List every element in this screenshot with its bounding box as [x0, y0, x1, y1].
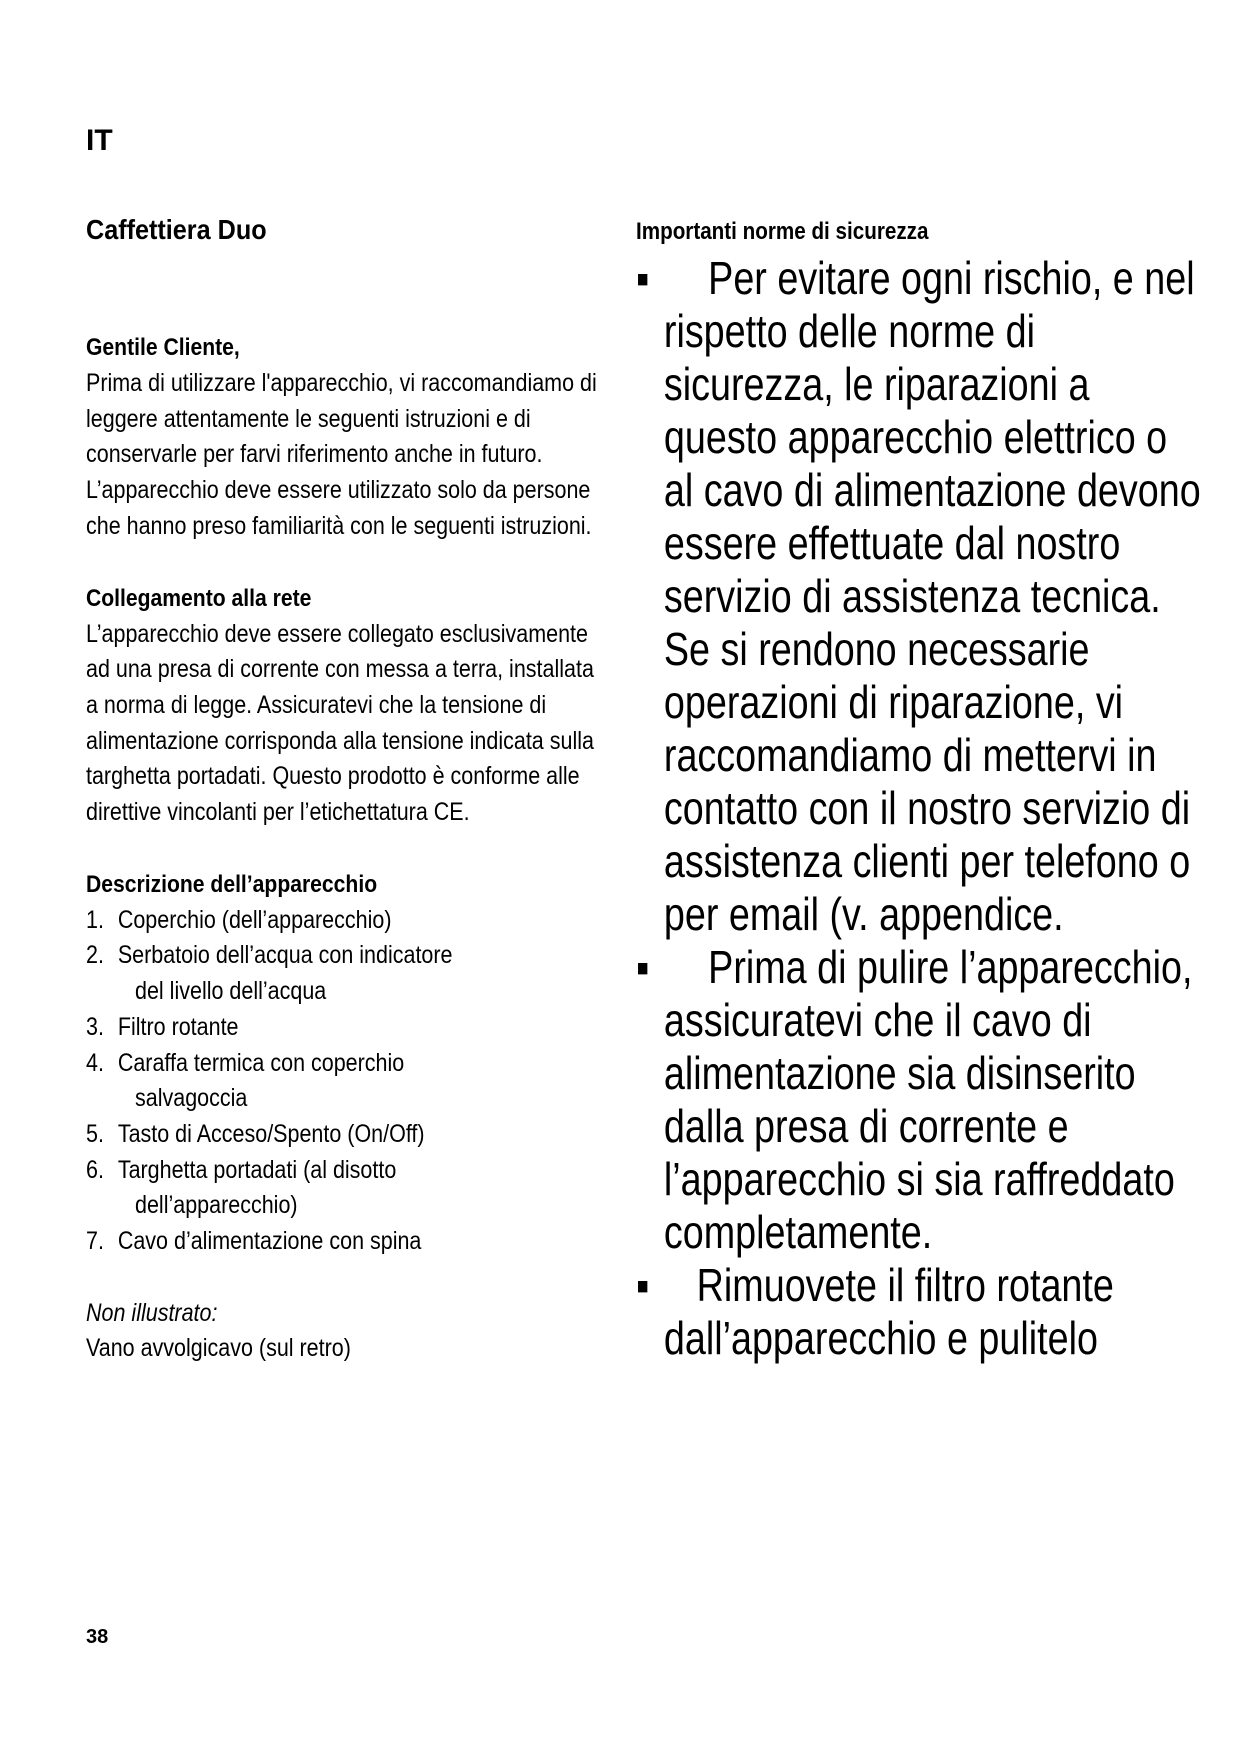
bullet-icon: ▪ [636, 941, 650, 993]
item-number: 2. [86, 941, 104, 970]
greeting-text: Prima di utilizzare l'apparecchio, vi raccomandiamo di leggere attentamente le seguenti istruzioni e di conservarle per farvi riferimento anche in futuro. L’apparecchio deve essere utilizzato solo da persone che hanno preso familiarità con le seguenti istruzioni. [86, 369, 597, 540]
item-text: Coperchio (dell’apparecchio) [117, 905, 392, 934]
item-text: Cavo d’alimentazione con spina [117, 1227, 422, 1256]
safety-item [636, 1259, 1205, 1365]
item-number: 6. [86, 1155, 104, 1184]
item-number: 3. [86, 1012, 104, 1041]
safety-list [636, 252, 1201, 1365]
item-number: 7. [86, 1227, 104, 1256]
page-number: 38 [86, 1626, 109, 1648]
language-tag: IT [86, 124, 113, 157]
connection-heading: Collegamento alla rete [86, 584, 312, 612]
list-item [86, 1117, 602, 1153]
not-illustrated-text: Vano avvolgicavo (sul retro) [86, 1334, 351, 1363]
safety-item [636, 252, 1205, 941]
list-item [86, 1153, 602, 1224]
item-text-continuation: dell’apparecchio) [135, 1191, 298, 1220]
item-text: Serbatoio dell’acqua con indicatore [117, 941, 453, 970]
safety-heading: Importanti norme di sicurezza [636, 218, 929, 245]
item-number: 5. [86, 1119, 104, 1148]
safety-text: Per evitare ogni rischio, e nel rispetto delle norme di sicurezza, le riparazioni a questo apparecchio elettrico o al cavo di alimentazione devono essere effettuate dal nostro servizio di assistenza tecnica. Se si rendono necessarie operazioni di riparazione, vi raccomandiamo di mettervi in contatto con il nostro servizio di assistenza clienti per telefono o per email (v. appendice. [663, 252, 1201, 940]
item-number: 4. [86, 1048, 104, 1077]
list-item [86, 1046, 602, 1117]
safety-item [636, 941, 1205, 1259]
item-text-continuation: del livello dell’acqua [135, 977, 327, 1006]
right-column [636, 214, 1201, 1365]
item-text: Caraffa termica con coperchio [117, 1048, 405, 1077]
list-item [86, 1224, 602, 1260]
item-number: 1. [86, 905, 104, 934]
item-text: Filtro rotante [117, 1012, 239, 1041]
item-text: Targhetta portadati (al disotto [117, 1155, 397, 1184]
item-text-continuation: salvagoccia [135, 1084, 248, 1113]
safety-text: Prima di pulire l’apparecchio, assicuratevi che il cavo di alimentazione sia disinserito dalla presa di corrente e l’apparecchio si sia raffreddato completamente. [663, 941, 1193, 1258]
parts-list [86, 903, 602, 1260]
list-item [86, 938, 602, 1009]
list-item [86, 1010, 602, 1046]
not-illustrated-label: Non illustrato: [86, 1298, 218, 1327]
connection-text: L’apparecchio deve essere collegato esclusivamente ad una presa di corrente con messa a terra, installata a norma di legge. Assicuratevi che la tensione di alimentazione corrisponda alla tensione indicata sulla targhetta portadati. Questo prodotto è conforme alle direttive vincolanti per l’etichettatura CE. [86, 619, 594, 827]
list-item [86, 903, 602, 939]
left-column [86, 214, 606, 1367]
bullet-icon: ▪ [636, 1259, 650, 1311]
document-title: Caffettiera Duo [86, 214, 267, 245]
item-text: Tasto di Acceso/Spento (On/Off) [117, 1119, 425, 1148]
description-heading: Descrizione dell’apparecchio [86, 870, 378, 898]
greeting-heading: Gentile Cliente, [86, 334, 240, 361]
bullet-icon: ▪ [636, 252, 650, 304]
safety-text: Rimuovete il filtro rotante dall’apparecchio e pulitelo [663, 1259, 1114, 1364]
